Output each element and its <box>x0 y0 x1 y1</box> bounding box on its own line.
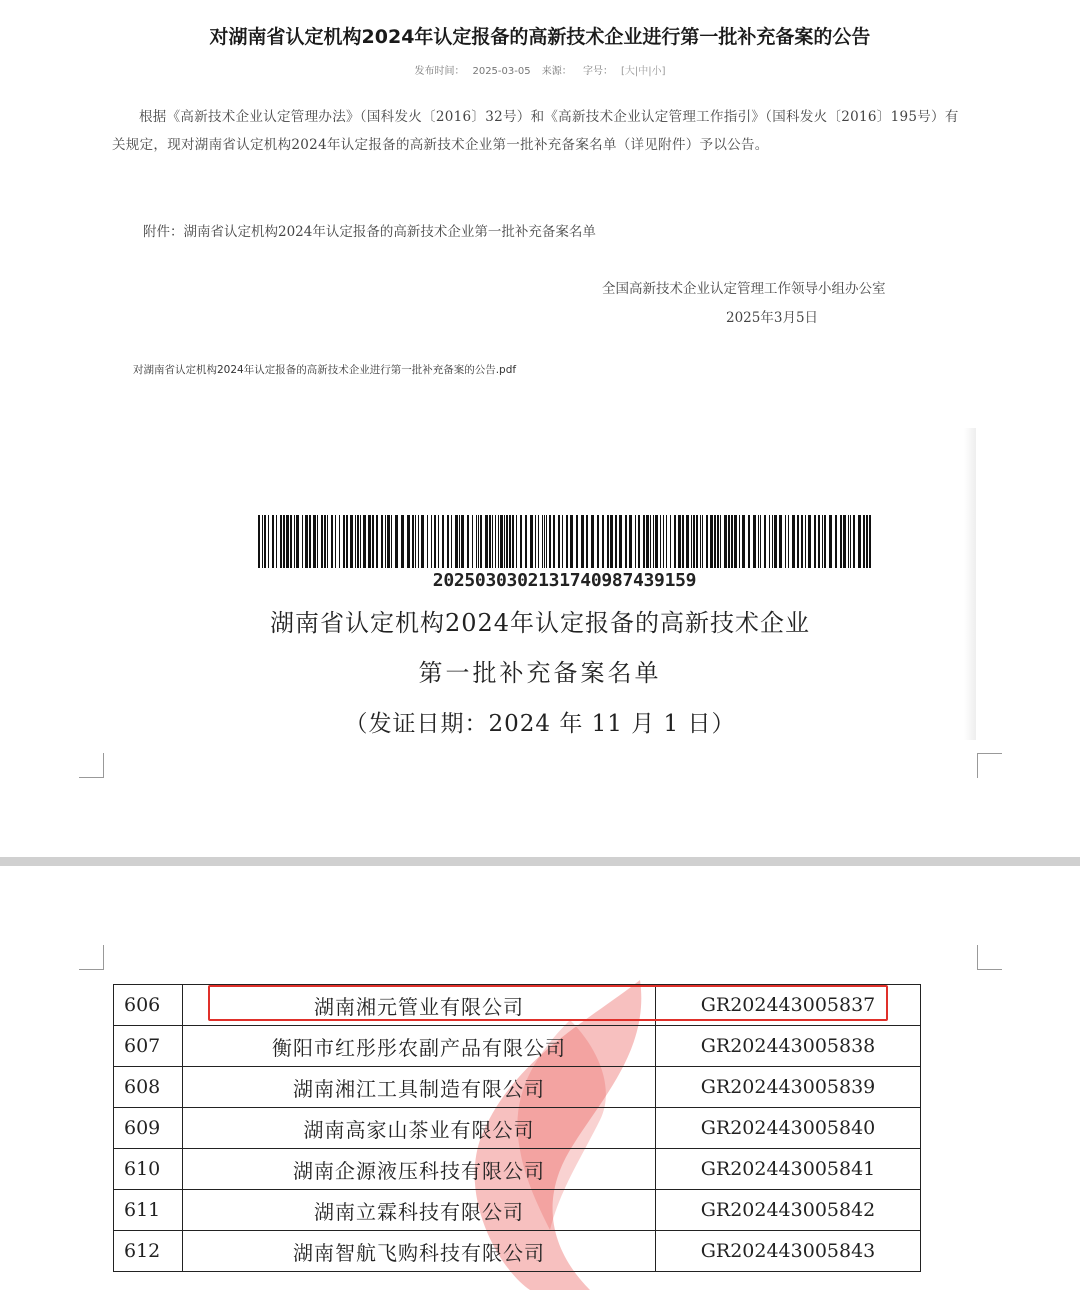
certificate-number: GR202443005838 <box>656 1026 921 1067</box>
attachment-note: 附件：湖南省认定机构2024年认定报备的高新技术企业第一批补充备案名单 <box>143 224 596 240</box>
company-name: 湖南企源液压科技有限公司 <box>183 1149 656 1190</box>
publish-date: 2025-03-05 <box>472 66 531 77</box>
pdf-attachment-link[interactable]: 对湖南省认定机构2024年认定报备的高新技术企业进行第一批补充备案的公告.pdf <box>133 364 517 376</box>
row-index: 606 <box>114 985 183 1026</box>
row-index: 609 <box>114 1108 183 1149</box>
enterprise-table <box>113 984 921 1272</box>
certificate-number: GR202443005837 <box>656 985 921 1026</box>
certificate-number: GR202443005839 <box>656 1067 921 1108</box>
company-name: 湖南湘元管业有限公司 <box>183 985 656 1026</box>
row-index: 607 <box>114 1026 183 1067</box>
certificate-number: GR202443005841 <box>656 1149 921 1190</box>
company-name: 湖南立霖科技有限公司 <box>183 1190 656 1231</box>
row-index: 608 <box>114 1067 183 1108</box>
company-name: 湖南智航飞购科技有限公司 <box>183 1231 656 1272</box>
crop-mark-bottom-left <box>79 945 104 970</box>
table-row <box>114 1067 921 1108</box>
table-row <box>114 1231 921 1272</box>
font-size-label: 字号： <box>582 66 613 77</box>
announcement-body: 根据《高新技术企业认定管理办法》（国科发火〔2016〕32号）和《高新技术企业认定管理工作指引》（国科发火〔2016〕195号）有关规定，现对湖南省认定机构2024年认定报备的高新技术企业第一批补充备案名单（详见附件）予以公告。 <box>112 109 959 153</box>
signature-organization: 全国高新技术企业认定管理工作领导小组办公室 <box>602 281 886 297</box>
document-title-line2: 第一批补充备案名单 <box>418 659 662 687</box>
announcement-meta <box>0 62 1080 77</box>
crop-mark-top-left <box>79 753 104 778</box>
certificate-number: GR202443005843 <box>656 1231 921 1272</box>
company-name: 湖南高家山茶业有限公司 <box>183 1108 656 1149</box>
certificate-number: GR202443005840 <box>656 1108 921 1149</box>
source-label: 来源： <box>541 66 572 77</box>
company-name: 湖南湘江工具制造有限公司 <box>183 1067 656 1108</box>
page-divider <box>0 857 1080 866</box>
announcement-title: 对湖南省认定机构2024年认定报备的高新技术企业进行第一批补充备案的公告 <box>209 26 871 48</box>
table-row <box>114 1108 921 1149</box>
certificate-number: GR202443005842 <box>656 1190 921 1231</box>
page-edge-shadow <box>964 428 976 740</box>
issue-date: （发证日期：2024 年 11 月 1 日） <box>344 711 736 737</box>
row-index: 612 <box>114 1231 183 1272</box>
company-name: 衡阳市红彤彤农副产品有限公司 <box>183 1026 656 1067</box>
row-index: 611 <box>114 1190 183 1231</box>
crop-mark-top-right <box>977 753 1002 778</box>
highlight-box <box>208 985 888 1021</box>
table-row <box>114 1190 921 1231</box>
table-row <box>114 1149 921 1190</box>
signature-date: 2025年3月5日 <box>726 310 819 326</box>
barcode-number: 202503030213174098743915​9 <box>432 570 697 591</box>
publish-label: 发布时间： <box>414 66 465 77</box>
row-index: 610 <box>114 1149 183 1190</box>
table-row <box>114 1026 921 1067</box>
crop-mark-bottom-right <box>977 945 1002 970</box>
barcode <box>258 515 871 568</box>
document-title-line1: 湖南省认定机构2024年认定报备的高新技术企业 <box>269 609 811 637</box>
font-size-options[interactable]: [大|中|小] <box>620 66 666 77</box>
